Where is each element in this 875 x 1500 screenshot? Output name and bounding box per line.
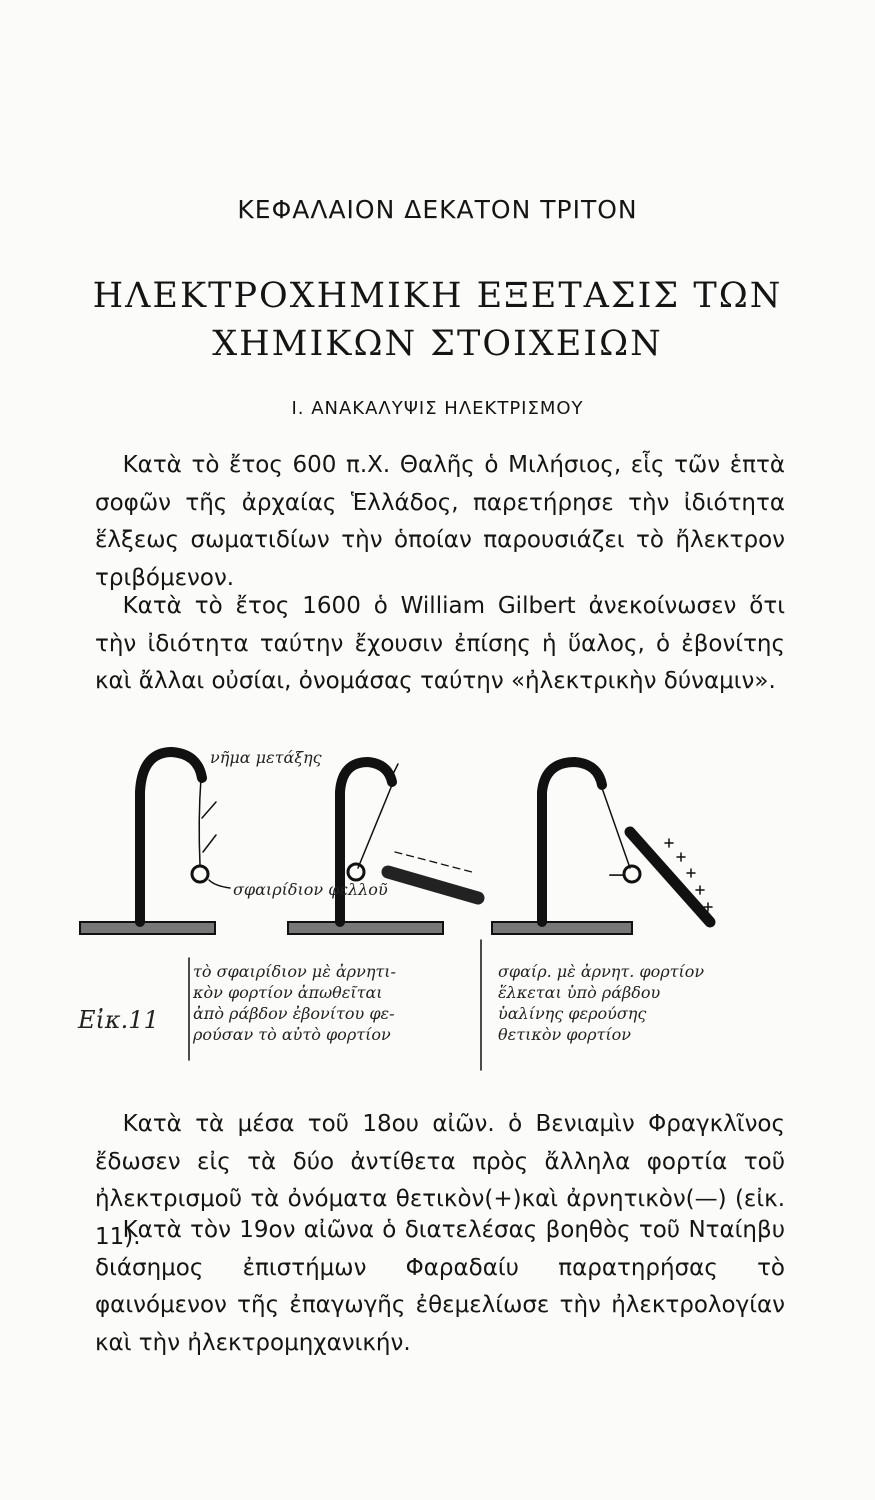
label-cork-sphere: σφαιρίδιον φελλοῦ (233, 880, 388, 899)
stand-2 (288, 762, 443, 934)
figure-electroscope (70, 740, 810, 1080)
caption-right-line-2: ἕλκεται ὑπὸ ράβδου (498, 983, 661, 1002)
caption-middle-line-2: κὸν φορτίον ἀπωθεῖται (193, 983, 383, 1002)
glass-rod (630, 832, 710, 922)
caption-middle-line-4: ρούσαν τὸ αὐτὸ φορτίον (193, 1025, 391, 1044)
ebonite-rod (388, 872, 478, 898)
paragraph-thales: Κατὰ τὸ ἔτος 600 π.Χ. Θαλῆς ὁ Μιλήσιος, εἷς τῶν ἑπτὰ σοφῶν τῆς ἀρχαίας Ἑλλάδος, παρετήρησε τὴν ἰδιότητα ἕλξεως σωματιδίων τὴν ὁποίαν παρουσιάζει τὸ ἤλεκτρον τριβόμενον. (95, 452, 785, 591)
paragraph-franklin: Κατὰ τὰ μέσα τοῦ 18ου αἰῶν. ὁ Βενιαμὶν Φραγκλῖνος ἔδωσεν εἰς τὰ δύο ἀντίθετα πρὸς ἄλληλα φορτία τοῦ ἠλεκτρισμοῦ τὰ ὀνόματα θετικὸν(+)καὶ ἀρνητικὸν(—) (εἰκ. 11). (95, 1111, 785, 1250)
caption-right-line-3: ὑαλίνης φερούσης (498, 1004, 647, 1023)
chapter-heading: ΚΕΦΑΛΑΙΟΝ ΔΕΚΑΤΟΝ ΤΡΙΤΟΝ (237, 195, 638, 224)
paragraph-faraday: Κατὰ τὸν 19ον αἰῶνα ὁ διατελέσας βοηθὸς τοῦ Νταίηβυ διάσημος ἐπιστήμων Φαραδαίυ παρατηρήσας τὸ φαινόμενον τῆς ἐπαγωγῆς ἐθεμελίωσε τὴν ἠλεκτρολογίαν καὶ τὴν ἠλεκτρομηχανικήν. (95, 1217, 785, 1356)
minus-sign: − (607, 863, 626, 888)
caption-middle-line-1: τὸ σφαιρίδιον μὲ ἀρνητι- (193, 962, 396, 981)
figure-drawing (70, 740, 810, 1080)
section-heading: Ι. ΑΝΑΚΑΛΥΨΙΣ ΗΛΕΚΤΡΙΣΜΟΥ (291, 398, 584, 419)
figure-number: Εἰκ.11 (78, 1006, 159, 1034)
chapter-title-line-1: ΗΛΕΚΤΡΟΧΗΜΙΚΗ ΕΞΕΤΑΣΙΣ ΤΩΝ (92, 276, 783, 316)
chapter-title-line-2: ΧΗΜΙΚΩΝ ΣΤΟΙΧΕΙΩΝ (212, 324, 663, 364)
caption-middle-line-3: ἀπὸ ράβδον ἐβονίτου φε- (193, 1004, 395, 1023)
caption-right-line-4: θετικὸν φορτίον (498, 1025, 632, 1044)
label-silk-thread: νῆμα μετάξης (210, 748, 322, 767)
stand-1 (80, 752, 216, 934)
caption-right-line-1: σφαίρ. μὲ ἀρνητ. φορτίον (498, 962, 705, 981)
chapter-title (0, 272, 875, 368)
paragraph-gilbert: Κατὰ τὸ ἔτος 1600 ὁ William Gilbert ἀνεκοίνωσεν ὅτι τὴν ἰδιότητα ταύτην ἔχουσιν ἐπίσης ἡ ὕαλος, ὁ ἐβονίτης καὶ ἄλλαι οὐσίαι, ὀνομάσας ταύτην «ἠλεκτρικὴν δύναμιν». (95, 593, 785, 694)
cork-sphere-3 (624, 866, 640, 882)
stand-3 (492, 762, 632, 934)
cork-sphere-2 (348, 864, 364, 880)
cork-sphere-1 (192, 866, 208, 882)
